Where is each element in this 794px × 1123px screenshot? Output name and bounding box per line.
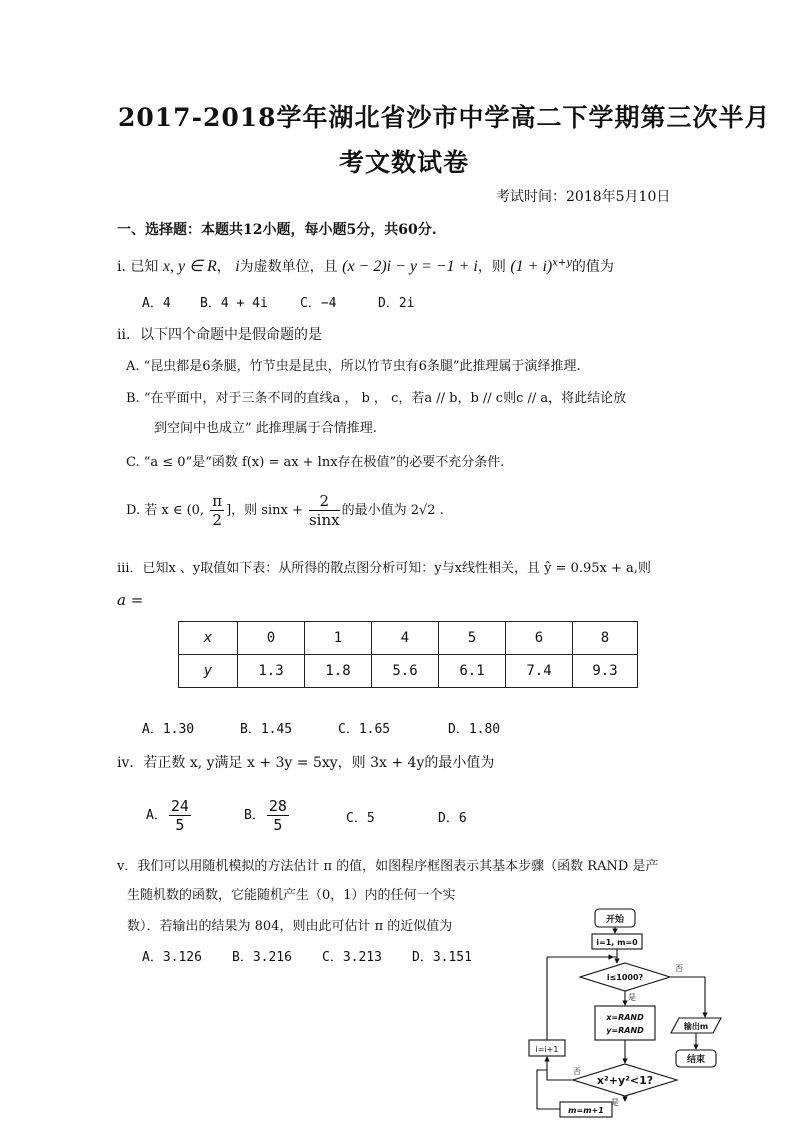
- table-row-x: [179, 622, 638, 655]
- question-3-stem: ⅲ．已知x 、y取值如下表：从所得的散点图分析可知：y与x线性相关，且 ŷ = 0.95x + a,则: [117, 561, 651, 576]
- q2d-frac-sin-num: 2: [309, 492, 340, 511]
- q1-text-a: 已知: [130, 259, 159, 275]
- q1-option-a: A．4: [142, 296, 171, 311]
- table-header-y: y: [179, 655, 238, 688]
- q4-option-b-frac: [267, 797, 289, 834]
- q3-option-b: B．1.45: [240, 722, 293, 737]
- flowchart-diagram: [525, 905, 735, 1120]
- flow-cond1-text: i≤1000?: [606, 973, 644, 982]
- q2-option-b-line2: 到空间中也成立” 此推理属于合情推理.: [154, 421, 377, 436]
- q4-a-den: 5: [175, 816, 185, 834]
- table-cell: 7.4: [506, 655, 573, 688]
- q1-text-e: 为虚数单位，且: [239, 259, 338, 275]
- q4-option-b: [244, 797, 291, 834]
- xy-value-table: [178, 621, 638, 688]
- q1-text-i: 的值为: [571, 259, 614, 275]
- q5-option-d: D．3.151: [412, 950, 472, 965]
- page-title-line2: 考文数试卷: [339, 148, 470, 177]
- q5-option-a: A．3.126: [142, 950, 202, 965]
- q1-math-sup: x+y: [552, 257, 572, 269]
- q1-text-g: ，则: [477, 259, 506, 275]
- table-cell: 1.3: [238, 655, 305, 688]
- table-cell: 6.1: [439, 655, 506, 688]
- table-row-y: [179, 655, 638, 688]
- question-5-line2: 生随机数的函数，它能随机产生（0，1）内的任何一个实: [127, 888, 456, 903]
- q1-num: ⅰ.: [117, 259, 126, 275]
- q4-b-num: 28: [268, 797, 287, 815]
- q2d-d: ，则 sinx +: [231, 503, 307, 518]
- q1-math-i: i: [235, 258, 240, 275]
- q3-option-c: C．1.65: [338, 722, 391, 737]
- flow-output-text: 输出m: [683, 1022, 709, 1031]
- q2d-b: (0,: [186, 503, 205, 518]
- flow-yes2-label: 是: [611, 1098, 619, 1107]
- q1-math-eq: (x − 2)i − y = −1 + i: [342, 258, 478, 275]
- section-heading: 一、选择题：本题共12小题，每小题5分，共60分.: [117, 222, 437, 238]
- q2-option-a: A. “昆虫都是6条腿，竹节虫是昆虫，所以竹节虫有6条腿”此推理属于演绎推理.: [126, 359, 581, 374]
- q1-comma: ，: [216, 259, 231, 275]
- flow-start-text: 开始: [605, 915, 625, 925]
- table-cell: 1.8: [305, 655, 372, 688]
- q3-option-a: A．1.30: [142, 722, 195, 737]
- q1-option-d: D．2i: [378, 296, 415, 311]
- question-5-line3: 数）．若输出的结果为 804，则由此可估计 π 的近似值为: [127, 919, 453, 934]
- exam-time: 考试时间：2018年5月10日: [496, 189, 671, 205]
- table-cell: 9.3: [573, 655, 638, 688]
- q1-math-xy: x, y ∈ R: [162, 258, 217, 275]
- table-cell: 0: [238, 622, 305, 655]
- question-4-stem: ⅳ．若正数 x, y满足 x + 3y = 5xy，则 3x + 4y的最小值为: [117, 755, 495, 771]
- table-cell: 4: [372, 622, 439, 655]
- question-5-line1: ⅴ．我们可以用随机模拟的方法估计 π 的值，如图程序框图表示其基本步骤（函数 RAND 是产: [117, 859, 659, 874]
- question-2-stem: ⅱ．以下四个命题中是假命题的是: [117, 327, 322, 343]
- q4-option-a-label: A．: [146, 808, 167, 823]
- q2-option-b-line1: B. “在平面中，对于三条不同的直线a ， b ， c，若a // b，b // c则c // a，将此结论放: [126, 391, 627, 406]
- q4-option-d: D．6: [438, 811, 467, 826]
- q4-a-num: 24: [170, 797, 189, 815]
- q2d-frac-pi-num: π: [212, 492, 223, 510]
- q2d-frac-pi-den: 2: [212, 511, 222, 529]
- q5-option-c: C．3.213: [322, 950, 382, 965]
- q2d-frac-pi: [210, 492, 224, 529]
- flow-inc-m-text: m=m+1: [568, 1106, 604, 1115]
- question-1-stem: [117, 256, 614, 276]
- flow-assign1-text: x=RAND: [606, 1013, 644, 1022]
- q4-option-a: [146, 797, 193, 834]
- table-cell: 6: [506, 622, 573, 655]
- flow-assign2-text: y=RAND: [606, 1026, 644, 1035]
- q2d-a: D. 若 x ∈: [126, 503, 187, 518]
- table-cell: 5: [439, 622, 506, 655]
- q4-option-a-frac: [169, 797, 191, 834]
- flow-end-text: 结束: [686, 1055, 706, 1065]
- table-header-x: x: [179, 622, 238, 655]
- flow-cond2-text: x²+y²<1?: [596, 1074, 654, 1087]
- q1-math-base: (1 + i): [510, 258, 553, 275]
- table-cell: 8: [573, 622, 638, 655]
- table-cell: 5.6: [372, 655, 439, 688]
- q2d-frac-sin: [309, 492, 340, 529]
- flow-no1-label: 否: [675, 964, 683, 973]
- q1-option-b: B．4 + 4i: [200, 296, 268, 311]
- q2d-c: ]: [226, 503, 232, 518]
- q3-option-d: D．1.80: [448, 722, 501, 737]
- question-3-stem-2: a =: [117, 591, 144, 609]
- q1-option-c: C．−4: [300, 296, 337, 311]
- flow-init-text: i=1, m=0: [596, 938, 638, 947]
- q2d-e: 的最小值为 2√2 .: [341, 503, 444, 518]
- q2-option-c: C. “a ≤ 0”是“函数 f(x) = ax + lnx存在极值”的必要不充分条件.: [126, 455, 505, 470]
- q2-option-d: [126, 492, 444, 529]
- flow-yes1-label: 是: [628, 993, 636, 1002]
- flow-inc-i-text: i=i+1: [535, 1045, 559, 1054]
- page-title-line1: 2017-2018学年湖北省沙市中学高二下学期第三次半月: [118, 103, 771, 132]
- q4-option-c: C．5: [346, 811, 375, 826]
- q4-option-b-label: B．: [244, 808, 265, 823]
- q5-option-b: B．3.216: [232, 950, 292, 965]
- flow-no2-label: 否: [573, 1067, 581, 1076]
- q2d-frac-sin-den: sinx: [308, 511, 340, 529]
- q4-b-den: 5: [273, 816, 283, 834]
- table-cell: 1: [305, 622, 372, 655]
